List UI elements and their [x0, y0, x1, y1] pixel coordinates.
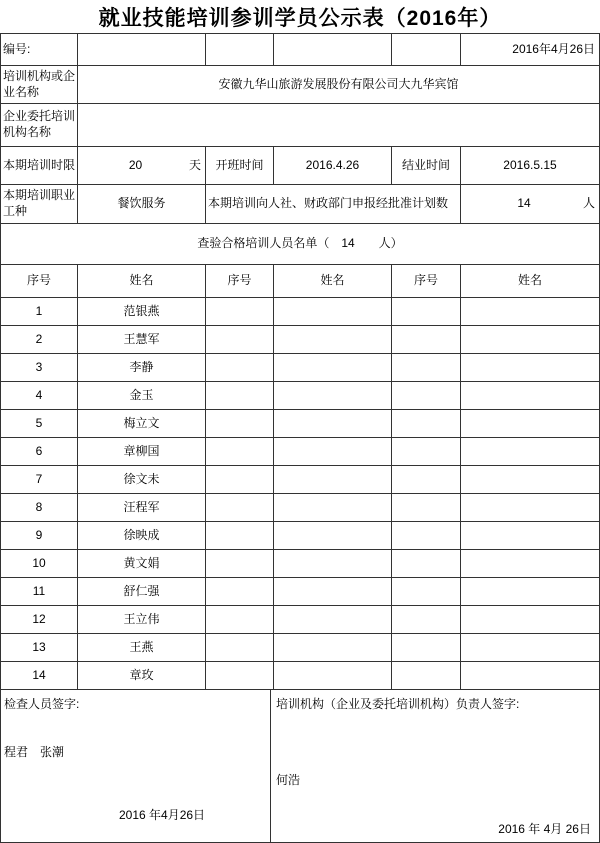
- cell-name: 王慧军: [78, 326, 206, 354]
- col-header-serial: 序号: [206, 265, 274, 298]
- cell-serial: [206, 634, 274, 662]
- cell-name: [461, 326, 599, 354]
- entrusted-org-label: 企业委托培训机构名称: [1, 104, 78, 147]
- cell-name: 徐文未: [78, 466, 206, 494]
- row-duration: [1, 147, 599, 185]
- cell-name: 梅立文: [78, 410, 206, 438]
- cell-serial: [206, 410, 274, 438]
- table-row: [1, 438, 599, 466]
- cell-serial: 4: [1, 382, 78, 410]
- table-row: [1, 550, 599, 578]
- cell-serial: [206, 662, 274, 690]
- cell-name: [274, 606, 392, 634]
- cell-serial: 5: [1, 410, 78, 438]
- cell-serial: [392, 606, 461, 634]
- cell-name: [461, 382, 599, 410]
- entrusted-org-value: [78, 104, 599, 147]
- cell-serial: [206, 550, 274, 578]
- cell-name: [461, 466, 599, 494]
- header-date: 2016年4月26日: [461, 34, 599, 66]
- number-label: 编号:: [1, 34, 78, 66]
- duration-unit: 天: [188, 157, 201, 172]
- cell-serial: [206, 466, 274, 494]
- cell-serial: [206, 354, 274, 382]
- names-table-header: [1, 265, 599, 298]
- cell-serial: [392, 578, 461, 606]
- row-training-org: [1, 66, 599, 104]
- cell-serial: [206, 438, 274, 466]
- cell-name: [274, 522, 392, 550]
- cell-name: 金玉: [78, 382, 206, 410]
- col-header-name: 姓名: [274, 265, 392, 298]
- form-table: [0, 33, 600, 843]
- cell-serial: [392, 550, 461, 578]
- approved-plan-label: 本期培训向人社、财政部门申报经批准计划数: [206, 185, 461, 224]
- cell-name: 舒仁强: [78, 578, 206, 606]
- table-row: [1, 662, 599, 690]
- job-type-value: 餐饮服务: [78, 185, 206, 224]
- inspector-names: 程君 张潮: [4, 745, 65, 759]
- cell-name: [461, 354, 599, 382]
- cell-name: [274, 354, 392, 382]
- cell-name: 王立伟: [78, 606, 206, 634]
- table-row: [1, 326, 599, 354]
- table-row: [1, 522, 599, 550]
- duration-value-cell: [78, 147, 206, 185]
- duration-label: 本期培训时限: [1, 147, 78, 185]
- row-number: [1, 34, 599, 66]
- org-signature-cell: [271, 690, 599, 843]
- inspector-signature-cell: [1, 690, 271, 843]
- cell-serial: [392, 298, 461, 326]
- cell-serial: [392, 354, 461, 382]
- cell-name: [274, 466, 392, 494]
- cell-name: [274, 550, 392, 578]
- cell-name: [274, 382, 392, 410]
- cell-name: 李静: [78, 354, 206, 382]
- cell-serial: [206, 606, 274, 634]
- cell-serial: [392, 382, 461, 410]
- cell-name: 章柳国: [78, 438, 206, 466]
- cell-serial: 7: [1, 466, 78, 494]
- cell-serial: [392, 466, 461, 494]
- page-title: 就业技能培训参训学员公示表（2016年）: [98, 6, 502, 30]
- cell-serial: [206, 578, 274, 606]
- org-signature-label: 培训机构（企业及委托培训机构）负责人签字:: [276, 697, 520, 711]
- end-time-value: 2016.5.15: [461, 147, 599, 185]
- col-header-name: 姓名: [461, 265, 599, 298]
- start-time-value: 2016.4.26: [274, 147, 392, 185]
- org-responsible-name: 何浩: [276, 773, 301, 787]
- cell-serial: 8: [1, 494, 78, 522]
- cell-name: [461, 522, 599, 550]
- approved-plan-unit: 人: [582, 196, 595, 211]
- cell-name: [461, 662, 599, 690]
- cell-name: [274, 298, 392, 326]
- cell-name: [461, 634, 599, 662]
- start-time-label: 开班时间: [206, 147, 274, 185]
- job-type-label: 本期培训职业工种: [1, 185, 78, 224]
- cell-name: [274, 326, 392, 354]
- duration-value: 20: [128, 157, 143, 172]
- col-header-serial: 序号: [1, 265, 78, 298]
- empty-cell: [78, 34, 206, 66]
- training-org-label: 培训机构或企业名称: [1, 66, 78, 104]
- cell-serial: [392, 438, 461, 466]
- inspector-signature-label: 检查人员签字:: [4, 697, 80, 711]
- empty-cell: [274, 34, 392, 66]
- cell-serial: [206, 298, 274, 326]
- table-row: [1, 466, 599, 494]
- cell-serial: 2: [1, 326, 78, 354]
- table-row: [1, 354, 599, 382]
- cell-serial: 3: [1, 354, 78, 382]
- names-table-body: [1, 298, 599, 690]
- col-header-serial: 序号: [392, 265, 461, 298]
- cell-serial: [206, 382, 274, 410]
- cell-serial: [392, 522, 461, 550]
- cell-serial: [392, 410, 461, 438]
- table-row: [1, 382, 599, 410]
- cell-name: [461, 298, 599, 326]
- cell-name: 汪程军: [78, 494, 206, 522]
- end-time-label: 结业时间: [392, 147, 461, 185]
- cell-serial: 13: [1, 634, 78, 662]
- cell-serial: 11: [1, 578, 78, 606]
- cell-name: [461, 438, 599, 466]
- table-row: [1, 578, 599, 606]
- cell-name: 徐映成: [78, 522, 206, 550]
- cell-serial: [392, 494, 461, 522]
- table-row: [1, 410, 599, 438]
- cell-serial: [206, 494, 274, 522]
- table-row: [1, 634, 599, 662]
- cell-name: [461, 606, 599, 634]
- cell-serial: [206, 326, 274, 354]
- row-job-type: [1, 185, 599, 224]
- row-list-title: [1, 224, 599, 265]
- cell-name: [274, 662, 392, 690]
- cell-serial: 6: [1, 438, 78, 466]
- empty-cell: [206, 34, 274, 66]
- cell-name: 范银燕: [78, 298, 206, 326]
- training-org-value: 安徽九华山旅游发展股份有限公司大九华宾馆: [78, 66, 599, 104]
- cell-name: 王燕: [78, 634, 206, 662]
- col-header-name: 姓名: [78, 265, 206, 298]
- cell-serial: 10: [1, 550, 78, 578]
- cell-name: [461, 578, 599, 606]
- cell-name: [461, 494, 599, 522]
- cell-serial: [206, 522, 274, 550]
- inspector-date: 2016 年4月26日: [119, 808, 206, 822]
- cell-name: 黄文娟: [78, 550, 206, 578]
- cell-name: [461, 550, 599, 578]
- cell-name: [274, 578, 392, 606]
- row-signatures: [1, 690, 599, 843]
- cell-name: [274, 494, 392, 522]
- cell-serial: [392, 662, 461, 690]
- table-row: [1, 298, 599, 326]
- empty-cell: [392, 34, 461, 66]
- cell-serial: 9: [1, 522, 78, 550]
- row-entrusted-org: [1, 104, 599, 147]
- approved-plan-cell: [461, 185, 599, 224]
- list-title: 查验合格培训人员名单（ 14 人）: [1, 224, 599, 265]
- cell-name: [274, 634, 392, 662]
- table-row: [1, 494, 599, 522]
- approved-plan-value: 14: [517, 196, 531, 211]
- cell-serial: 12: [1, 606, 78, 634]
- cell-name: [461, 410, 599, 438]
- cell-name: [274, 438, 392, 466]
- cell-name: 章玫: [78, 662, 206, 690]
- cell-name: [274, 410, 392, 438]
- table-row: [1, 606, 599, 634]
- cell-serial: 14: [1, 662, 78, 690]
- org-signature-date: 2016 年 4月 26日: [498, 822, 591, 837]
- cell-serial: 1: [1, 298, 78, 326]
- cell-serial: [392, 326, 461, 354]
- cell-serial: [392, 634, 461, 662]
